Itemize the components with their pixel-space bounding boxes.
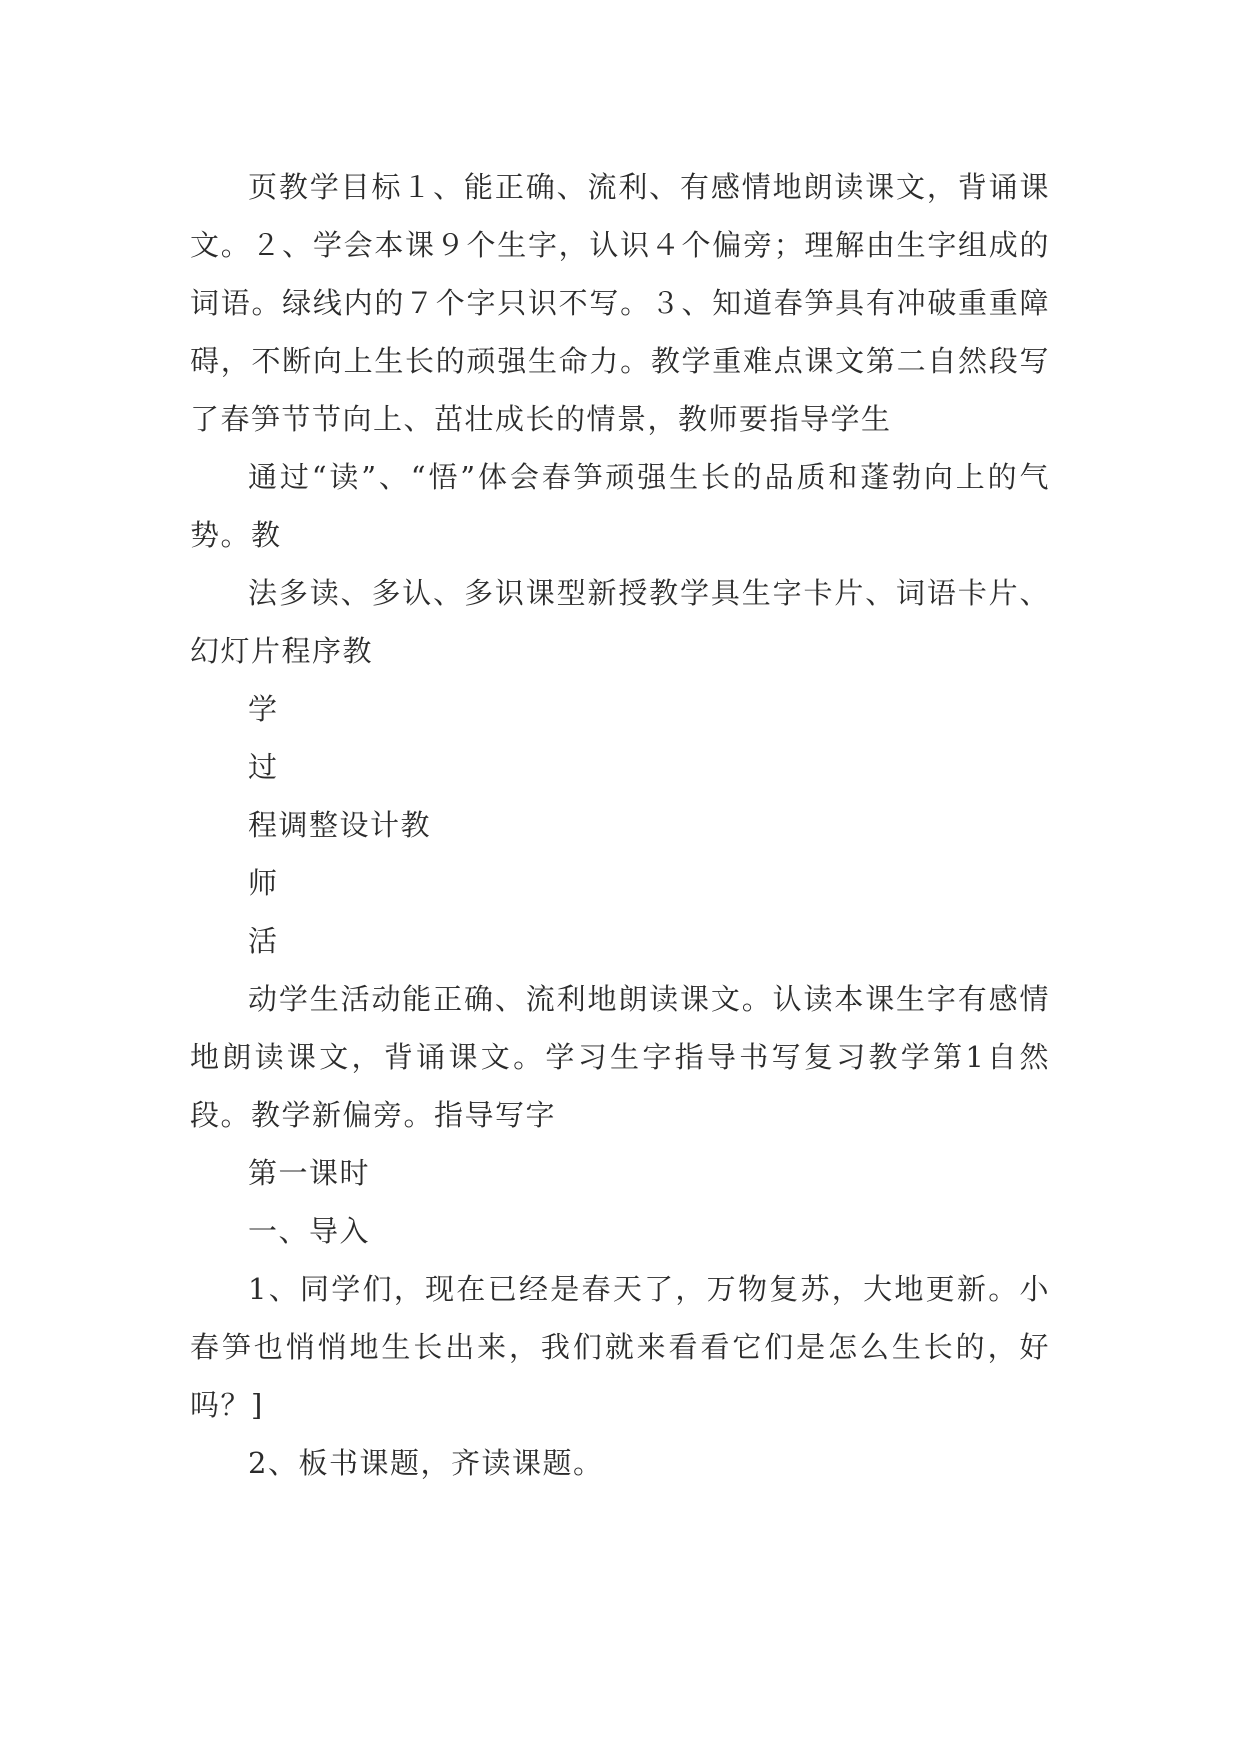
heading-introduction: 一、导入 (248, 1214, 371, 1248)
paragraph-fragment-adjust: 程调整设计教 (248, 808, 432, 842)
paragraph-fragment-shi: 师 (248, 866, 279, 900)
paragraph-fragment-xue: 学 (248, 692, 279, 726)
paragraph-fragment-huo: 活 (248, 924, 279, 958)
paragraph-activities: 动学生活动能正确、流利地朗读课文。认读本课生字有感情地朗读课文，背诵课文。学习生字指导书写复习教学第1自然段。教学新偏旁。指导写字 (190, 982, 1050, 1132)
paragraph-intro-step-2: 2、板书课题，齐读课题。 (248, 1446, 604, 1480)
paragraph-read-understand: 通过“读”、“悟”体会春笋顽强生长的品质和蓬勃向上的气势。教 (190, 460, 1050, 552)
paragraph-teaching-methods: 法多读、多认、多识课型新授教学具生字卡片、词语卡片、幻灯片程序教 (190, 576, 1050, 668)
paragraph-intro-step-1: 1、同学们，现在已经是春天了，万物复苏，大地更新。小春笋也悄悄地生长出来，我们就来看看它们是怎么生长的，好吗？] (190, 1272, 1050, 1422)
paragraph-teaching-goals: 页教学目标１、能正确、流利、有感情地朗读课文，背诵课文。２、学会本课９个生字，认识４个偏旁；理解由生字组成的词语。绿线内的７个字只识不写。３、知道春笋具有冲破重重障碍，不断向上生长的顽强生命力。教学重难点课文第二自然段写了春笋节节向上、茁壮成长的情景，教师要指导学生 (190, 170, 1050, 436)
document-page (190, 158, 1050, 1492)
heading-first-lesson: 第一课时 (248, 1156, 371, 1190)
paragraph-fragment-guo: 过 (248, 750, 279, 784)
